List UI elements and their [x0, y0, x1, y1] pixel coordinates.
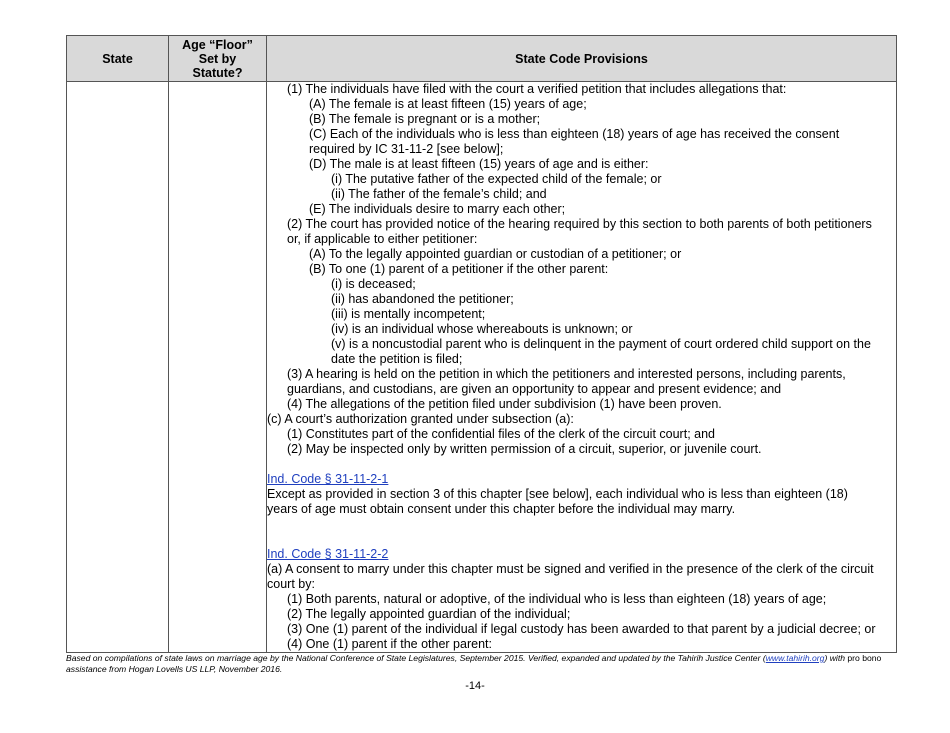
provision-line: (iii) is mentally incompetent; [331, 307, 486, 321]
provision-line: (E) The individuals desire to marry each other; [309, 202, 566, 216]
provision-line: (D) The male is at least fifteen (15) years of age and is either: [309, 157, 649, 171]
provision-line: (v) is a noncustodial parent who is delinquent in the payment of court ordered child support on the [331, 337, 871, 351]
provision-line: (B) The female is pregnant or is a mother; [309, 112, 541, 126]
citation-31-11-2-2-row [267, 547, 896, 562]
provision-line: (2) The court has provided notice of the hearing required by this section to both parents of both petitioners [287, 217, 872, 231]
citation-link-31-11-2-1[interactable]: Ind. Code § 31-11-2-1 [267, 472, 389, 486]
provision-line: (B) To one (1) parent of a petitioner if the other parent: [309, 262, 609, 276]
footer-note [66, 653, 896, 674]
footer-text-4: assistance from Hogan Lovells US LLP, November 2016. [66, 663, 283, 674]
provision-line: date the petition is filed; [331, 352, 463, 366]
provision-line: (i) is deceased; [331, 277, 416, 291]
provision-line: (iv) is an individual whose whereabouts is unknown; or [331, 322, 633, 336]
provision-line: (4) The allegations of the petition filed under subdivision (1) have been proven. [287, 397, 722, 411]
provision-line: (ii) The father of the female’s child; and [331, 187, 547, 201]
provision-line: (4) One (1) parent if the other parent: [287, 637, 492, 651]
provision-line: (3) A hearing is held on the petition in which the petitioners and interested persons, including parents, [287, 367, 846, 381]
header-age-floor-line2: Set by [198, 51, 237, 66]
provision-line: (a) A consent to marry under this chapter must be signed and verified in the presence of the clerk of the circuit [267, 562, 874, 576]
provision-line: (ii) has abandoned the petitioner; [331, 292, 514, 306]
provision-line: Except as provided in section 3 of this chapter [see below], each individual who is less than eighteen (18) [267, 487, 848, 501]
provision-line: (2) May be inspected only by written permission of a circuit, superior, or juvenile court. [287, 442, 762, 456]
state-law-table [66, 35, 897, 653]
provision-line: required by IC 31-11-2 [see below]; [309, 142, 504, 156]
table-header-row [67, 36, 897, 82]
provision-line: guardians, and custodians, are given an opportunity to appear and present evidence; and [287, 382, 782, 396]
provision-line: (2) The legally appointed guardian of the individual; [287, 607, 571, 621]
provision-line: (1) The individuals have filed with the court a verified petition that includes allegations that: [287, 82, 787, 96]
header-age-floor [169, 36, 267, 82]
provision-line: years of age must obtain consent under this chapter before the individual may marry. [267, 502, 736, 516]
header-age-floor-line3: Statute? [192, 65, 243, 80]
header-age-floor-line1: Age “Floor” [182, 37, 253, 52]
age-floor-cell [169, 82, 267, 653]
header-state-code-provisions: State Code Provisions [267, 36, 897, 82]
provision-line: (i) The putative father of the expected child of the female; or [331, 172, 662, 186]
provision-line: or, if applicable to either petitioner: [287, 232, 478, 246]
state-cell [67, 82, 169, 653]
footer-link-tahirih[interactable]: www.tahirih.org [765, 653, 825, 663]
provision-line: (C) Each of the individuals who is less than eighteen (18) years of age has received the consent [309, 127, 840, 141]
provision-line: (A) To the legally appointed guardian or custodian of a petitioner; or [309, 247, 682, 261]
provision-line: (c) A court’s authorization granted under subsection (a): [267, 412, 574, 426]
page-number: -14- [465, 680, 485, 692]
provision-line: (A) The female is at least fifteen (15) years of age; [309, 97, 587, 111]
provision-line: (3) One (1) parent of the individual if legal custody has been awarded to that parent by a judicial decree; or [287, 622, 876, 636]
table-row [67, 82, 897, 653]
footer-text-2: ) with [824, 653, 845, 663]
footer-text-1: Based on compilations of state laws on marriage age by the National Conference of State Legislatures, September 2015. Verified, expanded and updated by the Tahirih Justice Center ( [66, 653, 766, 663]
citation-link-31-11-2-2[interactable]: Ind. Code § 31-11-2-2 [267, 547, 389, 561]
provision-line: court by: [267, 577, 315, 591]
provisions-cell [267, 82, 897, 653]
citation-31-11-2-1-row [267, 472, 896, 487]
footer-text-3: pro bono [845, 653, 882, 663]
header-state: State [67, 36, 169, 82]
provision-line: (1) Both parents, natural or adoptive, of the individual who is less than eighteen (18) years of age; [287, 592, 827, 606]
provision-line: (1) Constitutes part of the confidential files of the clerk of the circuit court; and [287, 427, 715, 441]
